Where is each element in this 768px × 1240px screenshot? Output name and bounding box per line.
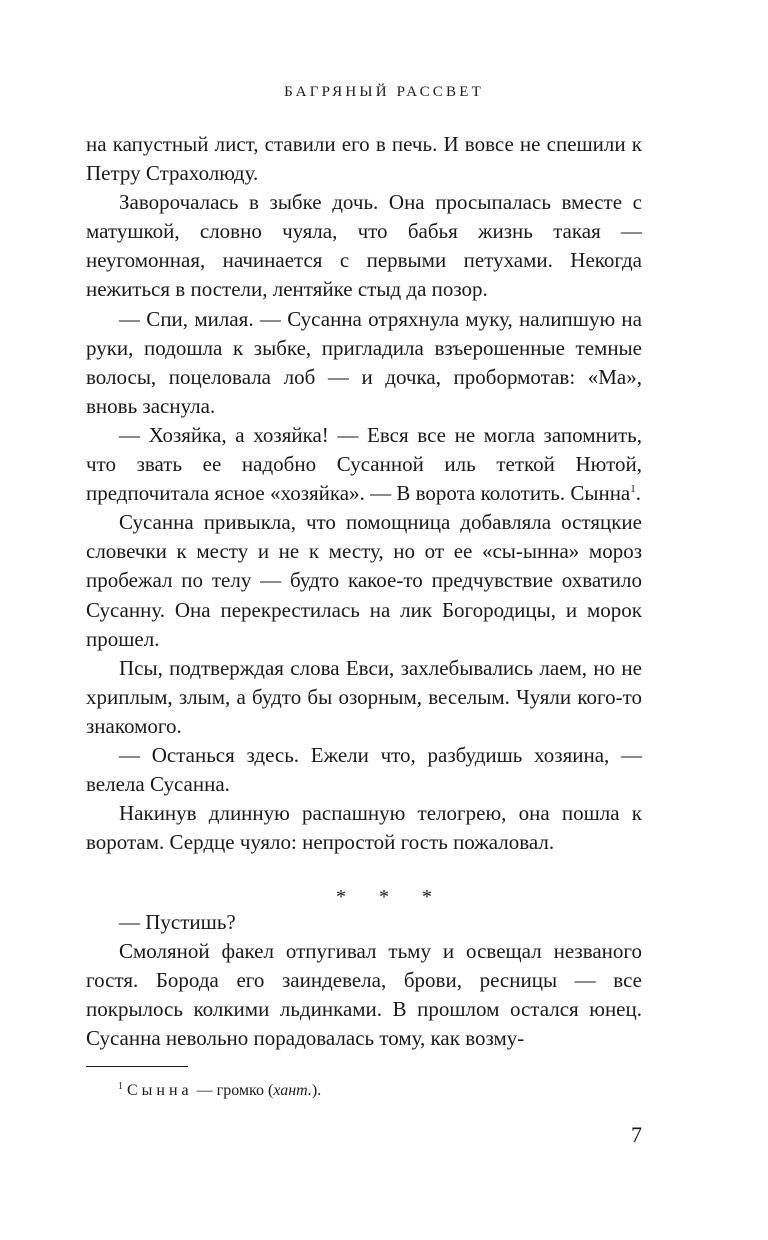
paragraph-4-text: — Хозяйка, а хозяйка! — Евся все не могла запомнить, что звать ее надобно Сусанной иль теткой Нютой, предпочитала ясное «хозяйка». — В ворота колотить. Сынна: [86, 422, 642, 506]
footnote-definition: — громко (: [192, 1082, 274, 1099]
page-number: 7: [631, 1122, 642, 1147]
footnote-term: Сынна: [127, 1082, 193, 1099]
main-text: [86, 130, 642, 857]
paragraph-4: [86, 421, 642, 508]
paragraph-8: Накинув длинную распашную телогрею, она пошла к воротам. Сердце чуяло: непростой гость пожаловал.: [86, 801, 642, 855]
footnote-tail: ).: [311, 1082, 322, 1099]
paragraph-3: — Спи, милая. — Сусанна отряхнула муку, налипшую на руки, подошла к зыбке, пригладила взъерошенные темные волосы, поцеловала лоб — и дочка, пробормотав: «Ма», вновь заснула.: [86, 306, 642, 418]
paragraph-7: — Останься здесь. Ежели что, разбудишь хозяина, — велела Сусанна.: [86, 742, 642, 797]
paragraph-6: Псы, подтверждая слова Евси, захлебывались лаем, но не хриплым, злым, а будто бы озорным, веселым. Чуяли кого-то знакомого.: [86, 655, 642, 738]
paragraph-1: на капустный лист, ставили его в печь. И вовсе не спешили к Петру Страхолюду.: [86, 132, 642, 186]
paragraph-9: — Пустишь?: [119, 910, 236, 934]
footnote-language-note: хант.: [273, 1082, 312, 1099]
footnote-number: 1: [118, 1080, 123, 1092]
footnote-reference[interactable]: 1: [630, 483, 636, 496]
paragraph-10: Смоляной факел отпугивал тьму и освещал незваного гостя. Борода его заиндевела, брови, ресницы — все покрылось колкими льдинками. В прошлом остался юнец. Сусанна невольно порадовалась тому, как возму-: [86, 939, 642, 1051]
paragraph-4-end: .: [635, 481, 641, 506]
section-separator: * * *: [336, 886, 446, 908]
paragraph-5: Сусанна привыкла, что помощница добавляла остяцкие словечки к месту и не к месту, но от ее «сы-ынна» мороз пробежал по телу — будто какое-то предчувствие охватило Сусанну. Она перекрестилась на лик Богородицы, и морок прошел.: [86, 510, 642, 651]
running-header: БАГРЯНЫЙ РАССВЕТ: [284, 84, 484, 100]
main-text-continued: [86, 908, 642, 1053]
footnote-divider: [86, 1066, 188, 1067]
paragraph-2: Заворочалась в зыбке дочь. Она просыпалась вместе с матушкой, словно чуяла, что бабья жизнь такая — неугомонная, начинается с первыми петухами. Некогда нежиться в постели, лентяйке стыд да позор.: [86, 190, 642, 302]
footnote: [118, 1080, 321, 1102]
